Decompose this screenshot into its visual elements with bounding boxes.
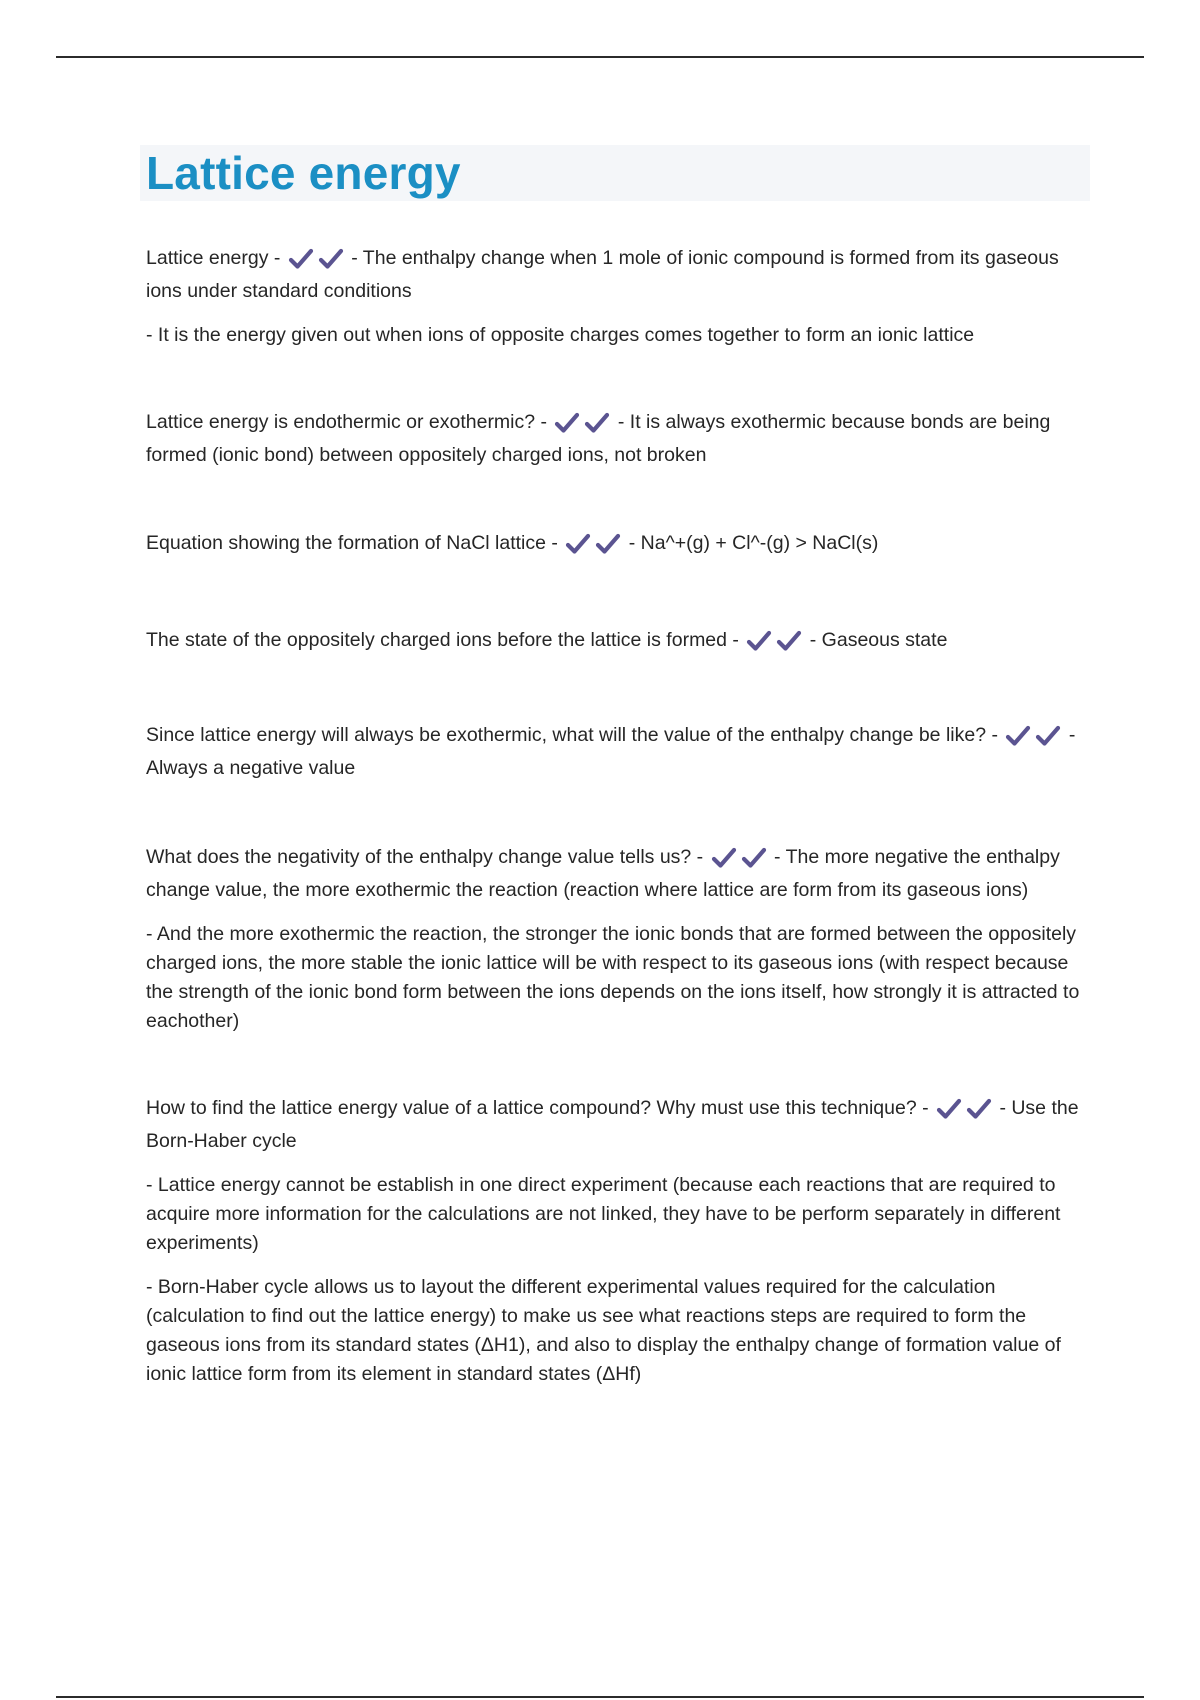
- question-text: How to find the lattice energy value of a lattice compound? Why must use this technique? -: [146, 1097, 929, 1119]
- answer-text: - Na^+(g) + Cl^-(g) > NaCl(s): [628, 532, 879, 554]
- answer-text: - Gaseous state: [809, 629, 948, 651]
- qa-entry: [146, 1094, 1090, 1389]
- qa-main-line: [146, 408, 1090, 470]
- question-text: Lattice energy -: [146, 247, 281, 269]
- check-icon: [741, 847, 767, 869]
- check-pair: [565, 533, 621, 562]
- check-icon: [746, 630, 772, 652]
- answer-text: - It is always exothermic because bonds are being formed (ionic bond) between oppositely charged ions, not broken: [146, 411, 1051, 466]
- check-icon: [966, 1098, 992, 1120]
- qa-main-line: [146, 626, 1090, 659]
- qa-main-line: [146, 244, 1090, 306]
- qa-entry: [146, 529, 1090, 562]
- question-text: The state of the oppositely charged ions before the lattice is formed -: [146, 629, 739, 651]
- page-title: Lattice energy: [146, 147, 461, 199]
- check-icon: [318, 248, 344, 270]
- check-icon: [1005, 725, 1031, 747]
- question-text: Since lattice energy will always be exothermic, what will the value of the enthalpy change be like? -: [146, 724, 998, 746]
- question-text: Equation showing the formation of NaCl lattice -: [146, 532, 558, 554]
- question-text: Lattice energy is endothermic or exothermic? -: [146, 411, 548, 433]
- check-pair: [711, 847, 767, 876]
- check-pair: [288, 248, 344, 277]
- qa-entry: [146, 626, 1090, 659]
- question-text: What does the negativity of the enthalpy change value tells us? -: [146, 846, 704, 868]
- bottom-rule: [56, 1696, 1144, 1698]
- qa-entry: [146, 408, 1090, 470]
- answer-text: - The more negative the enthalpy change value, the more exothermic the reaction (reaction where lattice are form from its gaseous ions): [146, 846, 1060, 901]
- top-rule: [56, 56, 1144, 58]
- check-icon: [554, 412, 580, 434]
- qa-main-line: [146, 843, 1090, 905]
- check-icon: [288, 248, 314, 270]
- answer-text: - Always a negative value: [146, 724, 1076, 779]
- check-pair: [1005, 725, 1061, 754]
- answer-extra: - It is the energy given out when ions of opposite charges comes together to form an ionic lattice: [146, 324, 975, 346]
- check-icon: [584, 412, 610, 434]
- answer-extra: - Born-Haber cycle allows us to layout the different experimental values required for the calculation (calculation to find out the lattice energy) to make us see what reactions steps are required to form the gaseous ions from its standard states (ΔH1), and also to display the enthalpy change of formation value of ionic lattice form from its element in standard states (ΔHf): [146, 1276, 1061, 1385]
- check-icon: [565, 533, 591, 555]
- check-pair: [554, 412, 610, 441]
- qa-list: [146, 244, 1090, 1389]
- answer-text: - Use the Born-Haber cycle: [146, 1097, 1079, 1152]
- qa-entry: [146, 244, 1090, 350]
- check-pair: [936, 1098, 992, 1127]
- qa-entry: [146, 721, 1090, 783]
- check-icon: [936, 1098, 962, 1120]
- qa-main-line: [146, 721, 1090, 783]
- check-pair: [746, 630, 802, 659]
- check-icon: [1035, 725, 1061, 747]
- title-banner: [140, 145, 1090, 201]
- check-icon: [595, 533, 621, 555]
- qa-entry: [146, 843, 1090, 1036]
- qa-main-line: [146, 529, 1090, 562]
- check-icon: [711, 847, 737, 869]
- check-icon: [776, 630, 802, 652]
- qa-main-line: [146, 1094, 1090, 1156]
- answer-extra: - And the more exothermic the reaction, the stronger the ionic bonds that are formed between the oppositely charged ions, the more stable the ionic lattice will be with respect to its gaseous ions (with respect because the strength of the ionic bond form between the ions depends on the ions itself, how strongly it is attracted to eachother): [146, 923, 1080, 1032]
- answer-text: - The enthalpy change when 1 mole of ionic compound is formed from its gaseous ions under standard conditions: [146, 247, 1059, 302]
- answer-extra: - Lattice energy cannot be establish in one direct experiment (because each reactions that are required to acquire more information for the calculations are not linked, they have to be perform separately in different experiments): [146, 1174, 1061, 1254]
